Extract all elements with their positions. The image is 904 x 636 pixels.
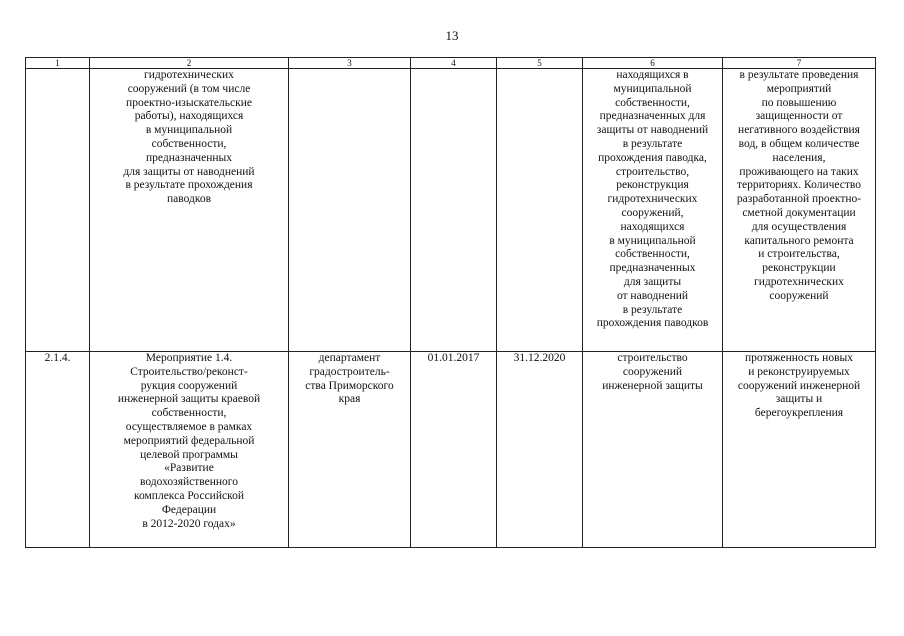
text-line: проектно-изыскательские <box>126 96 252 109</box>
indicator-cell <box>723 352 876 548</box>
text-line: предназначенных <box>609 262 696 275</box>
text-line: и строительства, <box>758 248 840 261</box>
text-line: края <box>338 393 361 406</box>
text-line: градостроитель- <box>309 365 390 378</box>
text-line: разработанной проектно- <box>736 193 862 206</box>
text-line: гидротехнических <box>607 193 698 206</box>
text-line: целевой программы <box>140 448 238 461</box>
text-line: «Развитие <box>164 462 214 475</box>
text-line: реконструкция <box>616 179 689 192</box>
text-line: для защиты <box>623 275 682 288</box>
text-line: комплекса Российской <box>133 489 244 502</box>
text-line: прохождения паводка, <box>598 151 707 164</box>
text-line: проживающего на таких <box>739 165 859 178</box>
text-line: территориях. Количество <box>736 179 862 192</box>
text-line: собственности, <box>615 248 690 261</box>
text-line: по повышению <box>761 96 837 109</box>
text-line: населения, <box>772 151 826 164</box>
text-line: инженерной защиты <box>602 379 703 392</box>
text-line: муниципальной <box>613 82 692 95</box>
text-line: Федерации <box>161 503 217 516</box>
text-line: ства Приморского <box>305 379 394 392</box>
text-line: работы), находящихся <box>134 110 244 123</box>
end-date-cell <box>497 69 583 352</box>
text-line: гидротехнических <box>144 69 234 81</box>
column-number: 2 <box>90 58 289 69</box>
text-line: защиты и <box>775 393 823 406</box>
text-line: прохождения паводков <box>596 317 709 330</box>
text-line: сооружений (в том числе <box>127 82 251 95</box>
expected-result-cell <box>583 69 723 352</box>
text-line: водохозяйственного <box>140 476 238 489</box>
text-line: находящихся <box>620 220 685 233</box>
text-line: рукция сооружений <box>140 379 238 392</box>
text-line: предназначенных <box>146 151 232 164</box>
text-line: протяженность новых <box>745 352 853 364</box>
text-line: сооружений инженерной <box>737 379 861 392</box>
text-line: защищенности от <box>755 110 843 123</box>
text-line: строительство <box>617 352 688 364</box>
text-line: осуществляемое в рамках <box>125 420 253 433</box>
program-table <box>25 57 876 548</box>
text-line: Мероприятие 1.4. <box>145 352 233 364</box>
text-line: строительство, <box>615 165 690 178</box>
text-line: вод, в общем количестве <box>738 137 860 150</box>
text-line: в результате <box>622 303 683 316</box>
row-number-cell: 2.1.4. <box>26 352 90 548</box>
measure-name-cell <box>90 352 289 548</box>
text-line: в результате проведения <box>739 69 859 81</box>
row-number-cell <box>26 69 90 352</box>
table-row <box>26 352 876 548</box>
page-number: 13 <box>445 28 459 43</box>
text-line: в результате прохождения <box>125 179 253 192</box>
text-line: сметной документации <box>742 206 856 219</box>
text-line: департамент <box>318 352 381 364</box>
text-line: инженерной защиты краевой <box>117 393 261 406</box>
text-line: гидротехнических <box>754 275 844 288</box>
text-line: собственности, <box>615 96 690 109</box>
text-line: сооружений, <box>621 206 684 219</box>
text-line: и реконструируемых <box>748 365 850 378</box>
text-line: находящихся в <box>616 69 689 81</box>
measure-name-cell <box>90 69 289 352</box>
column-number: 3 <box>289 58 411 69</box>
column-number: 4 <box>411 58 497 69</box>
executor-cell <box>289 69 411 352</box>
text-line: от наводнений <box>616 289 689 302</box>
text-line: для защиты от наводнений <box>123 165 255 178</box>
expected-result-cell <box>583 352 723 548</box>
text-line: реконструкции <box>762 262 836 275</box>
column-number: 5 <box>497 58 583 69</box>
start-date-cell: 01.01.2017 <box>411 352 497 548</box>
start-date-cell <box>411 69 497 352</box>
text-line: мероприятий федеральной <box>123 434 255 447</box>
text-line: для осуществления <box>751 220 847 233</box>
column-number: 7 <box>723 58 876 69</box>
column-number-row <box>26 58 876 69</box>
text-line: в муниципальной <box>609 234 696 247</box>
text-line: собственности, <box>151 137 227 150</box>
text-line: предназначенных для <box>599 110 706 123</box>
text-line: сооружений <box>622 365 683 378</box>
text-line: собственности, <box>151 407 227 420</box>
text-line: Строительство/реконст- <box>130 365 248 378</box>
text-line: капитального ремонта <box>744 234 854 247</box>
text-line: в муниципальной <box>145 124 233 137</box>
indicator-cell <box>723 69 876 352</box>
text-line: берегоукрепления <box>754 407 844 420</box>
text-line: в результате <box>622 137 683 150</box>
table-row <box>26 69 876 352</box>
text-line: паводков <box>166 193 212 206</box>
text-line: защиты от наводнений <box>596 124 709 137</box>
column-number: 1 <box>26 58 90 69</box>
text-line: мероприятий <box>766 82 832 95</box>
text-line: сооружений <box>769 289 829 302</box>
column-number: 6 <box>583 58 723 69</box>
text-line: негативного воздействия <box>738 124 860 137</box>
end-date-cell: 31.12.2020 <box>497 352 583 548</box>
executor-cell <box>289 352 411 548</box>
text-line: в 2012-2020 годах» <box>142 517 236 530</box>
